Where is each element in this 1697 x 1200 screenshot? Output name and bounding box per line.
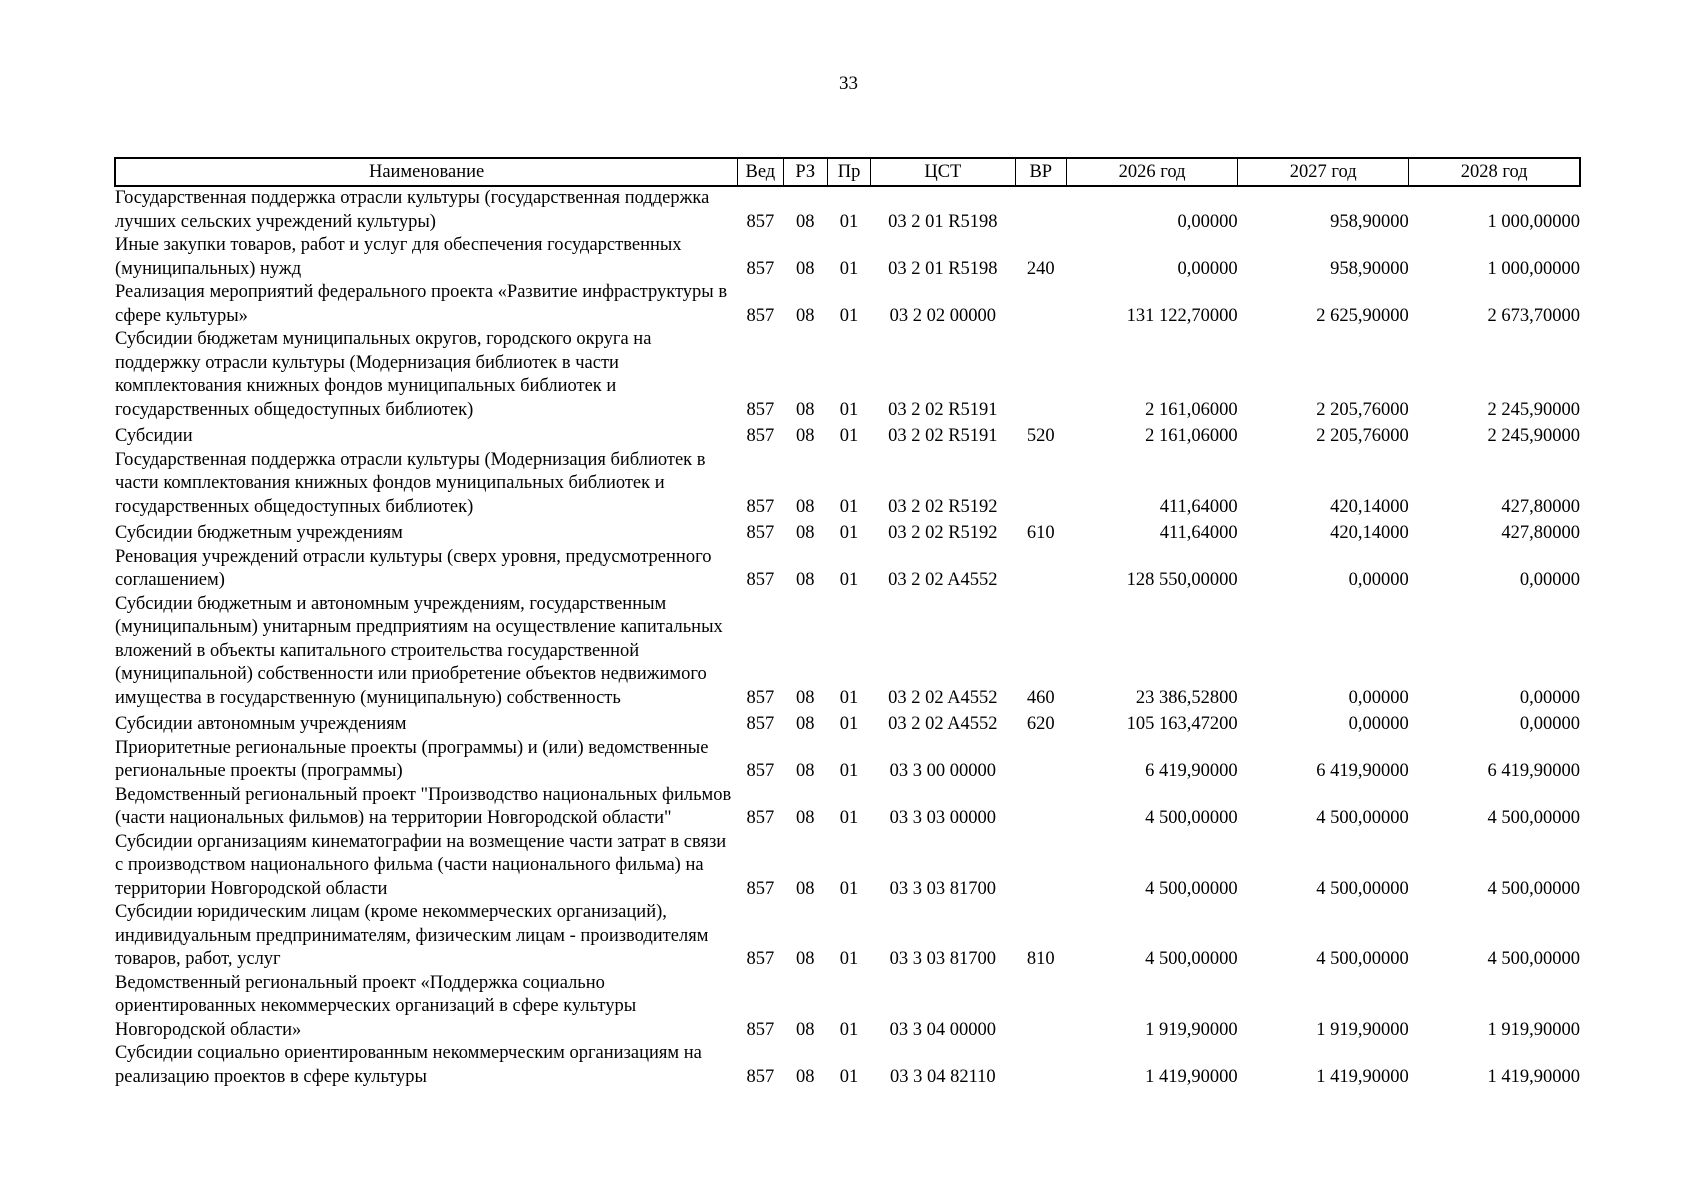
row-ved: 857 <box>746 1019 775 1040</box>
table-body <box>115 186 1580 1089</box>
row-vr <box>1015 972 1067 1043</box>
row-name: Субсидии социально ориентированным некоммерческим организациям на реализацию проектов в сфере культуры <box>115 1043 702 1087</box>
header-row <box>115 158 1580 186</box>
row-pr: 01 <box>839 808 859 828</box>
row-pr: 01 <box>839 1019 859 1040</box>
row-2027: 2 205,76000 <box>1316 399 1409 420</box>
table-row <box>115 281 1580 328</box>
row-2028: 2 245,90000 <box>1487 399 1580 420</box>
row-2027: 4 500,00000 <box>1316 949 1409 969</box>
row-name: Субсидии <box>115 426 193 446</box>
row-2028: 0,00000 <box>1519 714 1580 734</box>
header-2028: 2028 год <box>1409 158 1580 186</box>
row-rz: 08 <box>795 570 815 590</box>
row-2028: 427,80000 <box>1501 523 1580 543</box>
row-rz: 08 <box>795 1066 815 1087</box>
row-2026: 23 386,52800 <box>1135 687 1238 708</box>
table-row <box>115 710 1580 737</box>
row-name: Субсидии автономным учреждениям <box>115 714 407 734</box>
row-2027: 6 419,90000 <box>1316 761 1409 781</box>
row-rz: 08 <box>795 426 815 446</box>
row-2027: 958,90000 <box>1330 211 1409 232</box>
row-vr <box>1015 784 1067 831</box>
row-ved: 857 <box>746 949 775 969</box>
header-pr: Пр <box>827 158 870 186</box>
row-2027: 4 500,00000 <box>1316 808 1409 828</box>
row-ved: 857 <box>746 496 775 517</box>
row-ved: 857 <box>746 523 775 543</box>
row-2026: 6 419,90000 <box>1145 761 1238 781</box>
table-row <box>115 972 1580 1043</box>
row-cst: 03 3 03 81700 <box>889 949 997 969</box>
row-2026: 1 419,90000 <box>1145 1066 1238 1087</box>
row-cst: 03 2 02 R5191 <box>888 426 998 446</box>
row-pr: 01 <box>839 258 859 279</box>
row-vr <box>1015 546 1067 593</box>
row-2026: 128 550,00000 <box>1126 570 1238 590</box>
row-2027: 0,00000 <box>1348 687 1409 708</box>
row-vr <box>1015 831 1067 902</box>
row-name: Субсидии бюджетным и автономным учреждениям, государственным (муниципальным) унитарным предприятиям на осуществление капитальных вложений в объекты капитального строительства государственной (муниципальной) собственности или приобретение объектов недвижимого имущества в государственную (муниципальную) собственность <box>115 593 723 708</box>
row-cst: 03 2 01 R5198 <box>888 211 998 232</box>
row-ved: 857 <box>746 399 775 420</box>
row-2026: 4 500,00000 <box>1145 949 1238 969</box>
table-row <box>115 422 1580 449</box>
row-2026: 411,64000 <box>1159 496 1238 517</box>
row-name: Субсидии юридическим лицам (кроме некоммерческих организаций), индивидуальным предпринимателям, физическим лицам - производителям товаров, работ, услуг <box>115 902 709 969</box>
table-row <box>115 186 1580 234</box>
row-vr <box>1015 737 1067 784</box>
table-row <box>115 1042 1580 1089</box>
row-name: Реализация мероприятий федерального проекта «Развитие инфраструктуры в сфере культуры» <box>115 282 728 326</box>
row-2026: 4 500,00000 <box>1145 878 1238 899</box>
table-row <box>115 737 1580 784</box>
row-cst: 03 2 02 A4552 <box>888 714 998 734</box>
row-ved: 857 <box>746 211 775 232</box>
row-rz: 08 <box>795 808 815 828</box>
row-2027: 2 205,76000 <box>1316 426 1409 446</box>
row-vr <box>1015 328 1067 422</box>
row-2026: 1 919,90000 <box>1145 1019 1238 1040</box>
row-2028: 1 919,90000 <box>1487 1019 1580 1040</box>
row-2028: 6 419,90000 <box>1487 761 1580 781</box>
table-row <box>115 234 1580 281</box>
row-pr: 01 <box>839 878 859 899</box>
row-rz: 08 <box>795 949 815 969</box>
row-2028: 4 500,00000 <box>1487 808 1580 828</box>
row-cst: 03 3 04 00000 <box>889 1019 997 1040</box>
table-row <box>115 519 1580 546</box>
row-rz: 08 <box>795 687 815 708</box>
row-2028: 427,80000 <box>1501 496 1580 517</box>
row-cst: 03 3 03 00000 <box>889 808 997 828</box>
header-2027: 2027 год <box>1238 158 1409 186</box>
table-row <box>115 449 1580 520</box>
row-rz: 08 <box>795 305 815 326</box>
row-pr: 01 <box>839 714 859 734</box>
table-row <box>115 901 1580 972</box>
row-pr: 01 <box>839 496 859 517</box>
header-ved: Вед <box>738 158 783 186</box>
row-vr <box>1015 449 1067 520</box>
row-pr: 01 <box>839 687 859 708</box>
row-2028: 0,00000 <box>1519 570 1580 590</box>
row-name: Приоритетные региональные проекты (программы) и (или) ведомственные региональные проекты (программы) <box>115 737 709 781</box>
row-cst: 03 2 02 R5192 <box>888 496 998 517</box>
row-vr <box>1015 1042 1067 1089</box>
row-vr: 620 <box>1026 714 1055 734</box>
row-2028: 0,00000 <box>1519 687 1580 708</box>
row-vr <box>1015 281 1067 328</box>
row-rz: 08 <box>795 523 815 543</box>
row-2026: 131 122,70000 <box>1126 305 1238 326</box>
row-cst: 03 2 02 00000 <box>889 305 997 326</box>
row-vr: 810 <box>1026 949 1055 969</box>
row-vr: 520 <box>1026 426 1055 446</box>
row-2027: 1 919,90000 <box>1316 1019 1409 1040</box>
row-ved: 857 <box>746 1066 775 1087</box>
row-rz: 08 <box>795 714 815 734</box>
row-name: Ведомственный региональный проект «Поддержка социально ориентированных некоммерческих организаций в сфере культуры Новгородской области» <box>115 972 637 1040</box>
row-name: Реновация учреждений отрасли культуры (сверх уровня, предусмотренного соглашением) <box>115 546 712 590</box>
row-2026: 0,00000 <box>1177 211 1238 232</box>
row-cst: 03 2 02 R5192 <box>888 523 998 543</box>
row-2027: 1 419,90000 <box>1316 1066 1409 1087</box>
row-cst: 03 3 04 82110 <box>889 1066 996 1087</box>
table-row <box>115 593 1580 711</box>
row-cst: 03 2 02 A4552 <box>888 687 998 708</box>
row-2027: 2 625,90000 <box>1316 305 1409 326</box>
row-rz: 08 <box>795 1019 815 1040</box>
row-cst: 03 3 00 00000 <box>889 761 997 781</box>
row-ved: 857 <box>746 305 775 326</box>
row-2027: 958,90000 <box>1330 258 1409 279</box>
row-vr: 610 <box>1026 523 1055 543</box>
row-2028: 2 245,90000 <box>1487 426 1580 446</box>
row-pr: 01 <box>839 949 859 969</box>
row-pr: 01 <box>839 570 859 590</box>
row-rz: 08 <box>795 761 815 781</box>
row-ved: 857 <box>746 761 775 781</box>
row-ved: 857 <box>746 258 775 279</box>
row-rz: 08 <box>795 399 815 420</box>
table-row <box>115 328 1580 422</box>
header-rz: РЗ <box>783 158 827 186</box>
row-ved: 857 <box>746 570 775 590</box>
row-ved: 857 <box>746 426 775 446</box>
header-vr: ВР <box>1015 158 1067 186</box>
row-2028: 4 500,00000 <box>1487 878 1580 899</box>
row-2026: 105 163,47200 <box>1126 714 1238 734</box>
row-pr: 01 <box>839 1066 859 1087</box>
row-pr: 01 <box>839 211 859 232</box>
row-2027: 4 500,00000 <box>1316 878 1409 899</box>
row-2027: 0,00000 <box>1348 570 1409 590</box>
row-cst: 03 2 01 R5198 <box>888 258 998 279</box>
row-2027: 420,14000 <box>1330 523 1409 543</box>
row-rz: 08 <box>795 258 815 279</box>
row-name: Ведомственный региональный проект "Производство национальных фильмов (части национальных фильмов) на территории Новгородской области" <box>115 784 732 828</box>
row-ved: 857 <box>746 714 775 734</box>
row-cst: 03 3 03 81700 <box>889 878 997 899</box>
row-2026: 4 500,00000 <box>1145 808 1238 828</box>
table-row <box>115 831 1580 902</box>
row-2027: 420,14000 <box>1330 496 1409 517</box>
row-vr: 460 <box>1026 687 1055 708</box>
row-name: Государственная поддержка отрасли культуры (государственная поддержка лучших сельских учреждений культуры) <box>115 188 710 232</box>
table-row <box>115 784 1580 831</box>
table-header <box>115 158 1580 186</box>
row-pr: 01 <box>839 399 859 420</box>
row-rz: 08 <box>795 878 815 899</box>
row-ved: 857 <box>746 808 775 828</box>
row-pr: 01 <box>839 523 859 543</box>
row-pr: 01 <box>839 305 859 326</box>
row-vr: 240 <box>1026 258 1055 279</box>
row-ved: 857 <box>746 878 775 899</box>
row-2028: 4 500,00000 <box>1487 949 1580 969</box>
row-2026: 2 161,06000 <box>1145 426 1238 446</box>
row-2028: 2 673,70000 <box>1487 305 1580 326</box>
row-vr <box>1015 186 1067 234</box>
row-name: Государственная поддержка отрасли культуры (Модернизация библиотек в части комплектования книжных фондов муниципальных библиотек и государственных общедоступных библиотек) <box>115 449 706 517</box>
row-name: Субсидии организациям кинематографии на возмещение части затрат в связи с производством национального фильма (части национального фильма) на территории Новгородской области <box>115 831 727 899</box>
row-rz: 08 <box>795 496 815 517</box>
header-name: Наименование <box>115 158 738 186</box>
budget-table <box>114 157 1581 1089</box>
row-name: Иные закупки товаров, работ и услуг для обеспечения государственных (муниципальных) нужд <box>115 235 682 279</box>
row-2026: 0,00000 <box>1177 258 1238 279</box>
row-cst: 03 2 02 A4552 <box>888 570 998 590</box>
row-ved: 857 <box>746 687 775 708</box>
row-2028: 1 000,00000 <box>1487 211 1580 232</box>
row-2028: 1 000,00000 <box>1487 258 1580 279</box>
header-2026: 2026 год <box>1067 158 1238 186</box>
row-2028: 1 419,90000 <box>1487 1066 1580 1087</box>
row-2027: 0,00000 <box>1348 714 1409 734</box>
row-2026: 2 161,06000 <box>1145 399 1238 420</box>
header-cst: ЦСТ <box>871 158 1015 186</box>
row-pr: 01 <box>839 761 859 781</box>
row-name: Субсидии бюджетным учреждениям <box>115 523 403 543</box>
row-rz: 08 <box>795 211 815 232</box>
row-2026: 411,64000 <box>1159 523 1238 543</box>
table-row <box>115 546 1580 593</box>
page-number: 33 <box>839 73 858 94</box>
row-pr: 01 <box>839 426 859 446</box>
row-cst: 03 2 02 R5191 <box>888 399 998 420</box>
row-name: Субсидии бюджетам муниципальных округов, городского округа на поддержку отрасли культуры (Модернизация библиотек в части комплектования книжных фондов муниципальных библиотек и государственных общедоступных библиотек) <box>115 329 652 420</box>
